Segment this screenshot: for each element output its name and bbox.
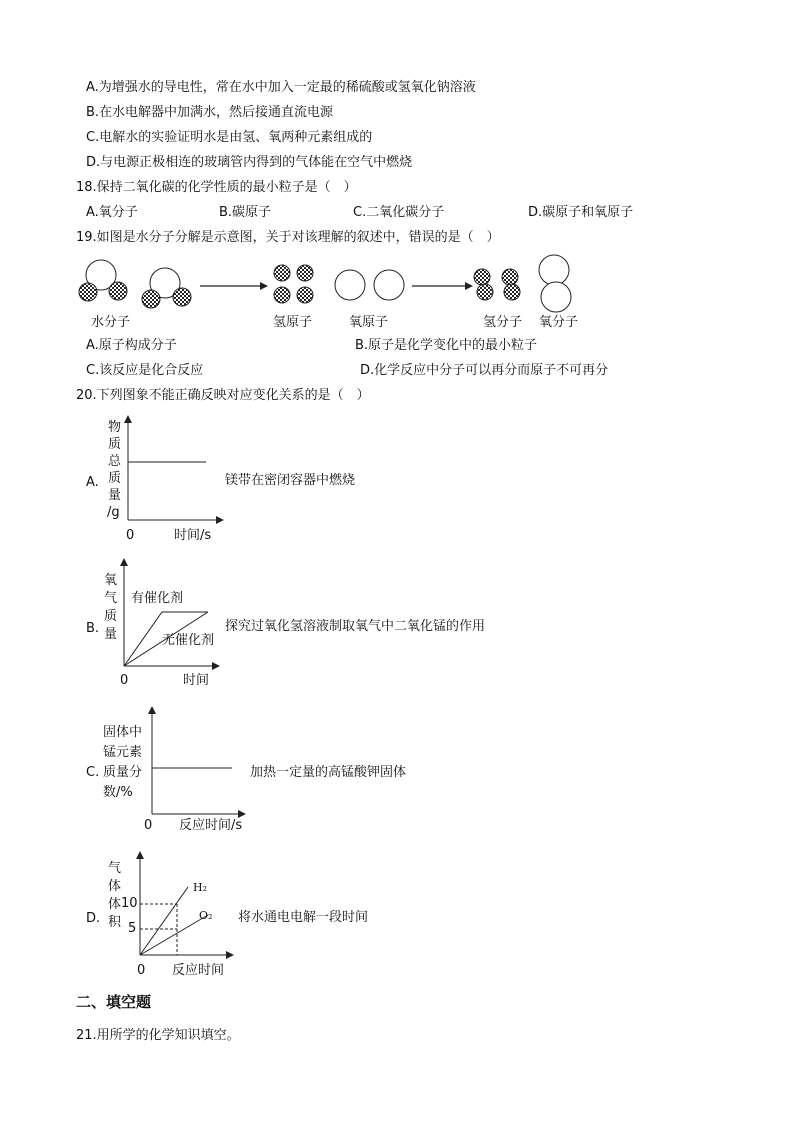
graph-a-ylabel: 质: [108, 437, 122, 452]
graph-b-axes: [114, 558, 224, 668]
graph-a-xlabel: 时间/s: [174, 528, 212, 543]
graph-d-curve-label-o2: O₂: [199, 909, 213, 922]
graph-d-ylabel: 积: [108, 915, 122, 930]
graph-d-xlabel: 反应时间: [172, 963, 225, 978]
graph-a-ylabel: 质: [108, 471, 122, 486]
q18-option-a: A.氧分子: [86, 205, 138, 220]
graph-c-axes: [142, 706, 252, 816]
graph-d-ylabel: 体: [108, 897, 122, 912]
oxygen-atoms: [335, 270, 404, 300]
label-hydrogen-molecule: 氢分子: [483, 315, 523, 330]
q19-option-c: C.该反应是化合反应: [86, 363, 204, 378]
q17-option-b: B.在水电解器中加满水，然后接通直流电源: [86, 105, 334, 120]
arrow-icon: [465, 282, 473, 290]
water-molecule-1: [79, 260, 127, 301]
label-water-molecule: 水分子: [91, 315, 131, 330]
graph-a-ylabel: /g: [107, 505, 120, 520]
q19-option-b: B.原子是化学变化中的最小粒子: [355, 338, 538, 353]
graph-b-ylabel: 量: [104, 627, 118, 642]
graph-c-xlabel: 反应时间/s: [179, 818, 243, 833]
graph-c-ylabel: 质量分: [103, 765, 143, 780]
q17-option-c: C.电解水的实验证明水是由氢、氧两种元素组成的: [86, 130, 373, 145]
hydrogen-atoms: [274, 265, 313, 303]
graph-d-curve-label-h2: H₂: [193, 881, 208, 894]
graph-d-tick-5: 5: [128, 921, 137, 936]
graph-d-tick-10: 10: [121, 896, 138, 911]
graph-a-ylabel: 总: [108, 454, 122, 469]
q18-option-d: D.碳原子和氧原子: [528, 205, 634, 220]
graph-b-origin: 0: [120, 673, 129, 688]
graph-b-ylabel: 氧: [104, 573, 118, 588]
graph-b-ylabel: 气: [104, 591, 118, 606]
water-molecule-2: [142, 268, 191, 308]
graph-d-origin: 0: [137, 963, 146, 978]
graph-b-letter: B.: [86, 621, 100, 636]
graph-b-ylabel: 质: [104, 609, 118, 624]
graph-b-curve-label-no-catalyst: 无催化剂: [162, 633, 215, 648]
label-oxygen-molecule: 氧分子: [539, 315, 579, 330]
graph-c-letter: C.: [86, 765, 100, 780]
graph-c-ylabel: 数/%: [103, 785, 133, 800]
q17-option-a: A.为增强水的导电性，常在水中加入一定最的稀硫酸或氢氧化钠溶液: [86, 80, 476, 95]
graph-a-letter: A.: [86, 475, 99, 490]
section-heading: 二、填空题: [76, 993, 152, 1011]
graph-b-curve-label-catalyst: 有催化剂: [131, 591, 184, 606]
label-oxygen-atom: 氧原子: [349, 315, 389, 330]
q18-option-b: B.碳原子: [219, 205, 272, 220]
graph-d-description: 将水通电电解一段时间: [238, 910, 369, 925]
q19-stem: 19.如图是水分子分解是示意图，关于对该理解的叙述中，错误的是（ ）: [76, 230, 500, 245]
q19-option-a: A.原子构成分子: [86, 338, 177, 353]
graph-d-letter: D.: [86, 911, 101, 926]
graph-a-axes: [118, 415, 228, 525]
q17-option-d: D.与电源正极相连的玻璃管内得到的气体能在空气中燃烧: [86, 155, 413, 170]
graph-d-h2-line: [140, 887, 188, 955]
graph-a-origin: 0: [126, 528, 135, 543]
graph-c-ylabel: 固体中: [103, 725, 143, 740]
graph-c-description: 加热一定量的高锰酸钾固体: [250, 765, 407, 780]
graph-b-description: 探究过氧化氢溶液制取氧气中二氧化锰的作用: [225, 619, 486, 634]
graph-d-ylabel: 体: [108, 879, 122, 894]
graph-c-origin: 0: [144, 818, 153, 833]
arrow-icon: [260, 282, 268, 290]
q21-stem: 21.用所学的化学知识填空。: [76, 1028, 240, 1043]
graph-d-o2-line: [140, 915, 208, 955]
hydrogen-molecules: [474, 269, 520, 300]
q20-stem: 20.下列图象不能正确反映对应变化关系的是（ ）: [76, 388, 370, 403]
q18-stem: 18.保持二氧化碳的化学性质的最小粒子是（ ）: [76, 180, 357, 195]
q18-option-c: C.二氧化碳分子: [353, 205, 445, 220]
oxygen-molecule: [539, 255, 571, 312]
graph-d-axes: [130, 851, 240, 961]
graph-a-ylabel: 物: [108, 420, 122, 435]
q19-option-d: D.化学反应中分子可以再分而原子不可再分: [360, 363, 609, 378]
label-hydrogen-atom: 氢原子: [273, 315, 313, 330]
graph-a-description: 镁带在密闭容器中燃烧: [225, 473, 356, 488]
graph-c-ylabel: 锰元素: [103, 745, 143, 760]
water-decomposition-diagram: [0, 255, 794, 345]
graph-d-ylabel: 气: [108, 861, 122, 876]
graph-b-xlabel: 时间: [183, 673, 210, 688]
graph-a-ylabel: 量: [108, 488, 122, 503]
